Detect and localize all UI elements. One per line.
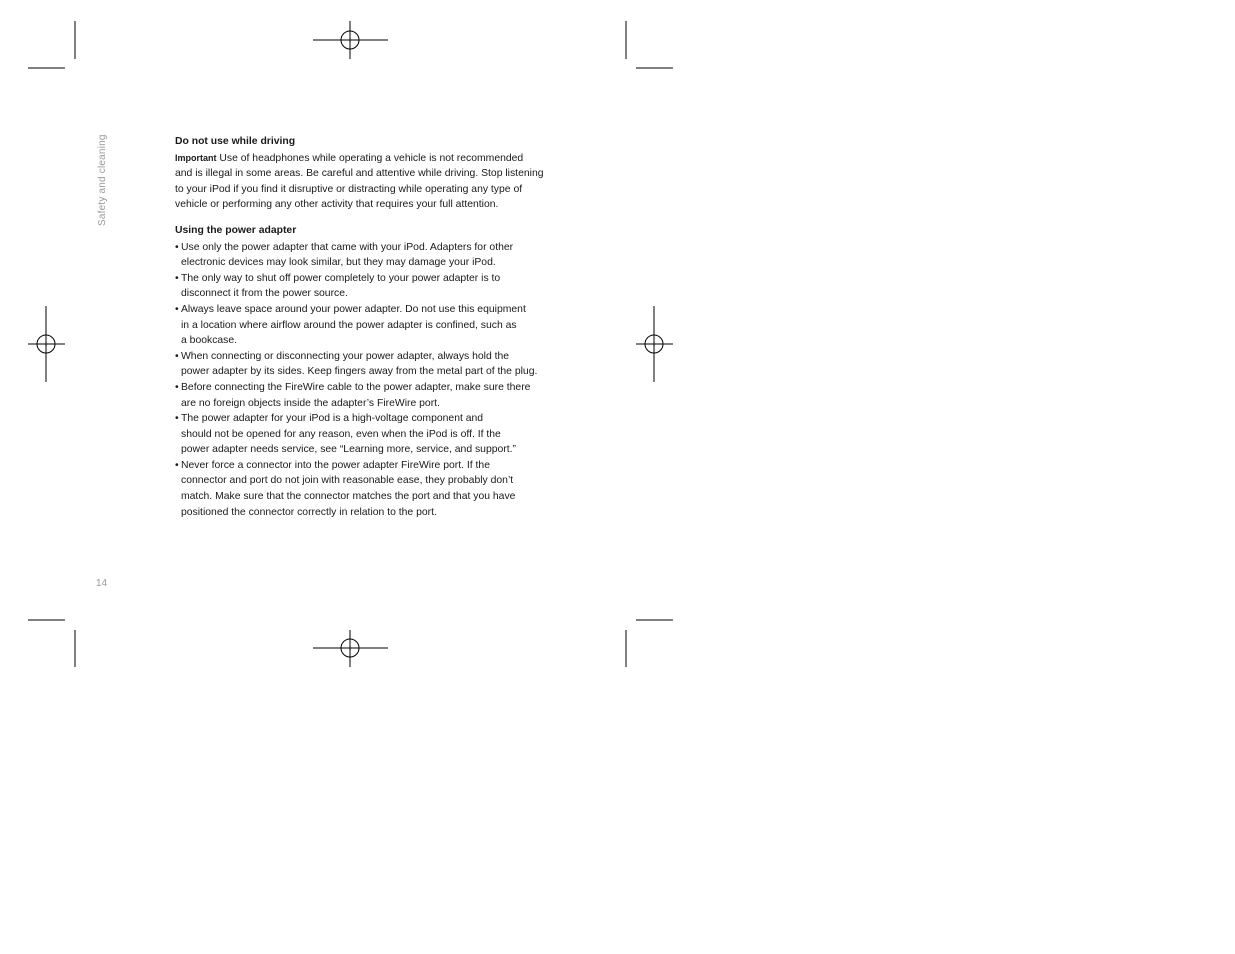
paragraph-line: to your iPod if you find it disruptive or distracting while operating any type of [175,183,523,195]
paragraph-line: vehicle or performing any other activity that requires your full attention. [175,199,499,211]
paragraph-line: Important Use of headphones while operating a vehicle is not recommended [175,152,524,164]
section-power-adapter [175,223,550,520]
important-label: Important [175,152,217,163]
list-item: • When connecting or disconnecting your power adapter, always hold the power adapter by its sides. Keep fingers away from the metal part of the plug. [175,349,550,380]
section-driving [175,134,550,213]
registration-mark-left [28,306,65,382]
section-heading: Do not use while driving [175,136,296,147]
running-section-label: Safety and cleaning [97,134,108,226]
section-heading: Using the power adapter [175,224,297,236]
registration-mark-bottom [313,630,388,667]
list-item: • The only way to shut off power completely to your power adapter is to disconnect it from the power source. [175,271,550,302]
list-item: • Before connecting the FireWire cable to the power adapter, make sure there are no foreign objects inside the adapter’s FireWire port. [175,380,550,411]
page-body [175,134,550,520]
list-item: • Use only the power adapter that came with your iPod. Adapters for other electronic devices may look similar, but they may damage your iPod. [175,240,550,271]
driving-paragraph [175,151,550,213]
bullet-list [175,240,550,521]
list-item: • Always leave space around your power adapter. Do not use this equipment in a location where airflow around the power adapter is confined, such as a bookcase. [175,302,550,349]
page-number: 14 [96,578,108,589]
list-item: • The power adapter for your iPod is a high-voltage component and should not be opened for any reason, even when the iPod is off. If the power adapter needs service, see “Learning more, service, and support.” [175,411,550,458]
paragraph-line: and is illegal in some areas. Be careful and attentive while driving. Stop listening [175,168,544,180]
registration-mark-right [636,306,673,382]
list-item: • Never force a connector into the power adapter FireWire port. If the connector and port do not join with reasonable ease, they probably don’t match. Make sure that the connector matches the port and that you have positioned the connector correctly in relation to the port. [175,458,550,520]
registration-mark-top [313,21,388,59]
